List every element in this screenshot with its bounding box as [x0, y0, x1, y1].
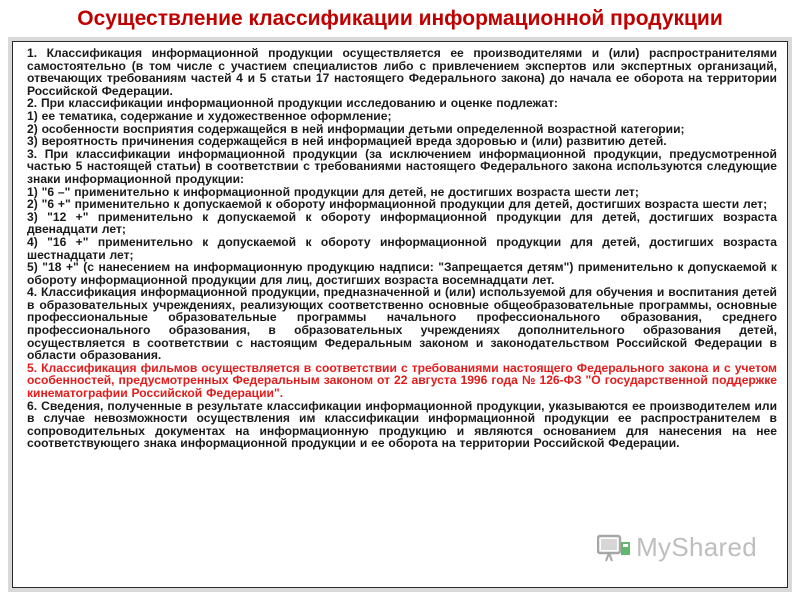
paragraph-2-item-1: 1) ее тематика, содержание и художественное оформление;	[27, 108, 392, 123]
paragraph-3-item-3: 3) "12 +" применительно к допускаемой к обороту информационной продукции для детей, достигших возраста двенадцати лет;	[27, 209, 777, 237]
paragraph-2: 2. При классификации информационной продукции исследованию и оценке подлежат:	[27, 96, 558, 111]
myshared-logo-icon	[597, 533, 631, 563]
paragraph-3-item-5: 5) "18 +" (с нанесением на информационную продукцию надписи: "Запрещается детям") применительно к допускаемой к обороту информационной продукции для лиц, достигших возраста восемнадцати лет.	[27, 260, 777, 287]
paragraph-1: 1. Классификация информационной продукции осуществляется ее производителями и (или) распространителями самостоятельно (в том числе с участием специалистов либо с привлечением экспертов или экспертных организаций, отвечающих требованиям частей 4 и 5 статьи 17 настоящего Федерального закона) до начала ее оборота на территории Российской Федерации.	[27, 46, 777, 98]
slide-title: Осуществление классификации информационной продукции	[77, 7, 723, 30]
watermark-text: MyShared	[636, 532, 757, 562]
paragraph-3-item-1: 1) "6 –" применительно к информационной продукции для детей, не достигших возраста шести лет;	[27, 184, 639, 199]
paragraph-3-item-2: 2) "6 +" применительно к допускаемой к обороту информационной продукции для детей, достигших возраста шести лет;	[27, 197, 768, 212]
myshared-watermark	[597, 532, 757, 563]
paragraph-3-item-4: 4) "16 +" применительно к допускаемой к обороту информационной продукции для детей, достигших возраста шестнадцати лет;	[27, 234, 777, 262]
content-frame	[8, 37, 792, 592]
paragraph-6: 6. Сведения, полученные в результате классификации информационной продукции, указываются ее производителем или в случае невозможности осуществления им классификации информационной продукции ее распространителем в сопроводительных документах на информационную продукцию и являются основанием для нанесения на нее соответствующего знака информационной продукции и ее оборота на территории Российской Федерации.	[27, 398, 777, 451]
paragraph-4: 4. Классификация информационной продукции, предназначенной и (или) используемой для обучения и воспитания детей в образовательных учреждениях, реализующих соответственно основные общеобразовательные программы, основные профессиональные образовательные программы начального профессионального образования, среднего профессионального образования, в образовательных учреждениях дополнительного образования детей, осуществляется в соответствии с настоящим Федеральным законом и законодательством Российской Федерации в области образования.	[27, 285, 777, 363]
paragraph-2-item-3: 3) вероятность причинения содержащейся в ней информацией вреда здоровью и (или) развитию детей.	[27, 134, 667, 149]
paragraph-5-highlighted: 5. Классификация фильмов осуществляется в соответствии с требованиями настоящего Федерального закона и с учетом особенностей, предусмотренных Федеральным законом от 22 августа 1996 года № 126-ФЗ "О государственной поддержке кинематографии Российской Федерации".	[27, 360, 777, 401]
content-panel	[12, 41, 788, 588]
paragraph-3: 3. При классификации информационной продукции (за исключением информационной продукции, предусмотренной частью 5 настоящей статьи) в соответствии с требованиями настоящего Федерального закона используются следующие знаки информационной продукции:	[27, 146, 777, 186]
paragraph-2-item-2: 2) особенности восприятия содержащейся в ней информации детьми определенной возрастной категории;	[27, 121, 685, 136]
law-text	[27, 47, 777, 450]
